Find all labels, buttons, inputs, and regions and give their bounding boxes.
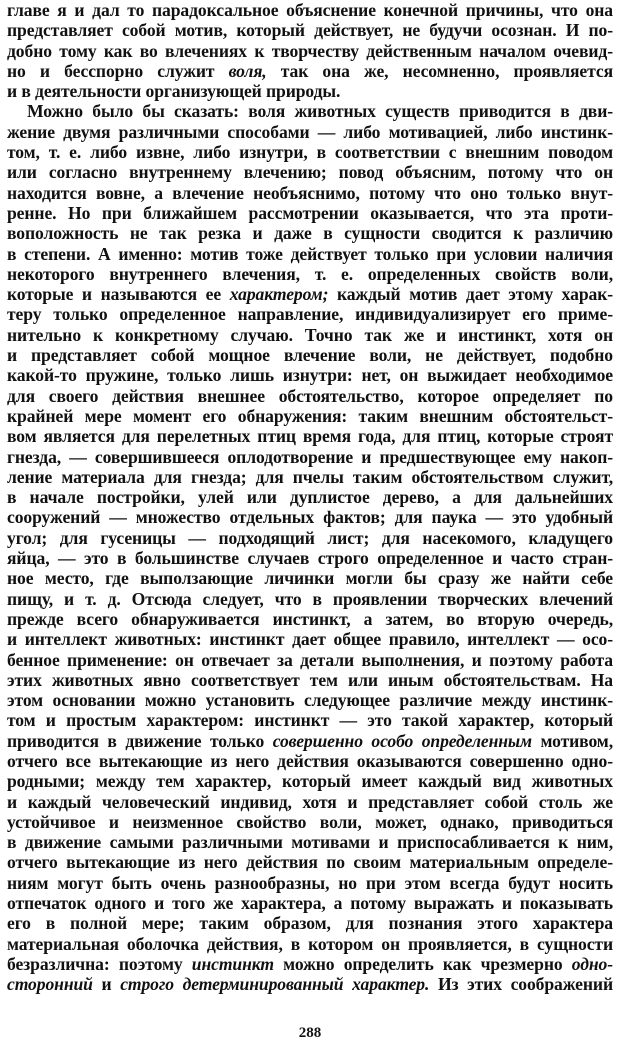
text-line — [7, 345, 613, 365]
text-segment: угол; для гусеницы — подходящий лист; для насекомого, кладущего — [7, 527, 613, 548]
text-line — [7, 528, 613, 548]
text-line — [7, 467, 613, 487]
text-segment: ное место, где выползающие личинки могли бы сразу же найти себе — [7, 568, 613, 589]
text-segment: материальная оболочка действия, в котором он проявляется, в сущности — [7, 933, 613, 954]
text-segment: том, т. е. либо извне, либо изнутри, в соответствии с внешним поводом — [7, 142, 613, 163]
text-line — [7, 548, 613, 568]
text-line — [7, 304, 613, 324]
text-segment: которые и называются ее — [7, 284, 230, 305]
text-line — [7, 852, 613, 872]
text-segment: приводится в движение только — [7, 730, 273, 751]
text-line — [7, 162, 613, 182]
text-segment: и представляет собой мощное влечение воли, не действует, подобно — [7, 345, 613, 366]
text-line — [7, 447, 613, 467]
italic-text-segment: сторонний — [7, 974, 93, 995]
text-segment: и в деятельности организующей природы. — [7, 81, 341, 102]
text-line — [7, 264, 613, 284]
text-segment: ниям могут быть очень разнообразны, но при этом всегда будут носить — [7, 872, 613, 893]
text-line — [7, 183, 613, 203]
text-segment: этих животных явно соответствует тем или иным обстоятельствам. На — [7, 669, 613, 690]
text-segment: главе я и дал то парадоксальное объяснение конечной причины, что она — [7, 0, 613, 20]
text-line — [7, 203, 613, 223]
text-line — [7, 487, 613, 507]
text-segment: яйца, — это в большинстве случаев строго определенное и часто стран- — [7, 548, 613, 569]
italic-text-segment: совершенно особо определенным — [272, 730, 532, 751]
text-segment: или согласно внутреннему влечению; повод объясним, потому что он — [7, 162, 613, 183]
text-line — [7, 365, 613, 385]
text-segment: отчего все вытекающие из него действия оказываются совершенно одно- — [7, 750, 613, 771]
italic-text-segment: воля, — [228, 60, 267, 81]
text-line — [7, 893, 613, 913]
text-line — [7, 710, 613, 730]
text-segment: но и бесспорно служит — [7, 60, 229, 81]
text-line — [7, 81, 613, 101]
text-segment: гнезда, — совершившееся оплодотворение и предшествующее ему накоп- — [7, 446, 613, 467]
text-line — [7, 426, 613, 446]
text-segment: безразлична: поэтому — [7, 953, 192, 974]
text-segment: какой-то пружине, только лишь изнутри: нет, он выжидает необходимое — [7, 365, 613, 386]
text-line — [7, 690, 613, 710]
text-line — [7, 792, 613, 812]
text-line — [7, 142, 613, 162]
text-line — [7, 507, 613, 527]
text-segment: мотивом, — [531, 730, 613, 751]
text-line — [7, 101, 613, 121]
text-line — [7, 974, 613, 994]
text-segment: некоторого внутреннего влечения, т. е. определенных свойств воли, — [7, 263, 613, 284]
text-line — [7, 223, 613, 243]
italic-text-segment: характером; — [229, 284, 329, 305]
text-segment: устойчивое и неизменное свойство воли, может, однако, приводиться — [7, 811, 613, 832]
text-segment: ренне. Но при ближайшем рассмотрении оказывается, что эта проти- — [7, 202, 613, 223]
text-segment: нительно к конкретному случаю. Точно так же и инстинкт, хотя он — [7, 324, 613, 345]
text-segment: отчего вытекающие из него действия по своим материальным определе- — [7, 852, 613, 873]
text-line — [7, 325, 613, 345]
text-segment: в степени. А именно: мотив тоже действует только при условии наличия — [7, 243, 613, 264]
text-segment: каждый мотив дает этому харак- — [328, 284, 613, 305]
text-line — [7, 629, 613, 649]
text-segment: пищу, и т. д. Отсюда следует, что в проявлении творческих влечений — [7, 588, 613, 609]
italic-text-segment: одно- — [571, 953, 613, 974]
text-line — [7, 406, 613, 426]
text-line — [7, 934, 613, 954]
text-line — [7, 913, 613, 933]
text-line — [7, 386, 613, 406]
text-line — [7, 771, 613, 791]
text-line — [7, 670, 613, 690]
text-segment: для своего действия внешнее обстоятельство, которое определяет по — [7, 385, 613, 406]
text-line — [7, 812, 613, 832]
text-line — [7, 589, 613, 609]
text-segment: в движение самыми различными мотивами и приспосабливается к ним, — [7, 832, 613, 853]
text-line — [7, 284, 613, 304]
text-segment: крайней мере момент его обнаружения: таким внешним обстоятельст- — [7, 405, 613, 426]
text-segment: так она же, несомненно, проявляется — [266, 60, 613, 81]
page-number: 288 — [298, 1025, 322, 1041]
text-line — [7, 751, 613, 771]
text-line — [7, 650, 613, 670]
text-line — [7, 731, 613, 751]
text-segment: и интеллект животных: инстинкт дает общее правило, интеллект — осо- — [7, 629, 613, 650]
text-line — [7, 832, 613, 852]
body-text — [7, 0, 613, 995]
text-segment: теру только определенное направление, индивидуализирует его приме- — [7, 304, 613, 325]
text-segment: родными; между тем характер, который имеет каждый вид животных — [7, 771, 613, 792]
text-segment: том и простым характером: инстинкт — это такой характер, который — [7, 710, 613, 731]
text-segment: бенное применение: он отвечает за детали выполнения, и поэтому работа — [7, 649, 613, 670]
text-segment: его в полной мере; таким образом, для познания этого характера — [7, 913, 613, 934]
text-segment: можно определить как чрезмерно — [273, 953, 572, 974]
text-segment: этом основании можно установить следующее различие между инстинк- — [7, 690, 613, 711]
text-segment: сооружений — множество отдельных фактов; для паука — это удобный — [7, 507, 613, 528]
text-segment: вом является для перелетных птиц время года, для птиц, которые строят — [7, 426, 613, 447]
text-segment: представляет собой мотив, который действует, не будучи осознан. И по- — [7, 20, 613, 41]
text-line — [7, 20, 613, 40]
text-segment: ление материала для гнезда; для пчелы таким обстоятельством служит, — [7, 466, 613, 487]
text-line — [7, 568, 613, 588]
text-line — [7, 41, 613, 61]
text-line — [7, 61, 613, 81]
text-segment: и — [92, 974, 121, 995]
text-segment: добно тому как во влечениях к творчеству действенным началом очевид- — [7, 40, 613, 61]
italic-text-segment: строго детерминированный характер. — [120, 974, 430, 995]
text-segment: и каждый человеческий индивид, хотя и представляет собой столь же — [7, 791, 613, 812]
text-segment: воположность не так резка и даже в сущности сводится к различию — [7, 223, 613, 244]
text-segment: Из этих соображений — [429, 974, 613, 995]
text-line — [7, 609, 613, 629]
text-segment: в начале постройки, улей или дуплистое дерево, а для дальнейших — [7, 487, 613, 508]
text-line — [7, 954, 613, 974]
italic-text-segment: инстинкт — [191, 953, 274, 974]
text-line — [7, 0, 613, 20]
text-segment: жение двумя различными способами — либо мотивацией, либо инстинк- — [7, 121, 613, 142]
text-line — [7, 122, 613, 142]
text-segment: Можно было бы сказать: воля животных существ приводится в дви- — [27, 101, 613, 122]
text-segment: отпечаток одного и того же характера, а потому выражать и показывать — [7, 893, 613, 914]
text-line — [7, 244, 613, 264]
text-segment: прежде всего обнаруживается инстинкт, а затем, во вторую очередь, — [7, 608, 613, 629]
text-segment: находится вовне, а влечение необъяснимо, потому что оно только внут- — [7, 182, 613, 203]
text-line — [7, 873, 613, 893]
